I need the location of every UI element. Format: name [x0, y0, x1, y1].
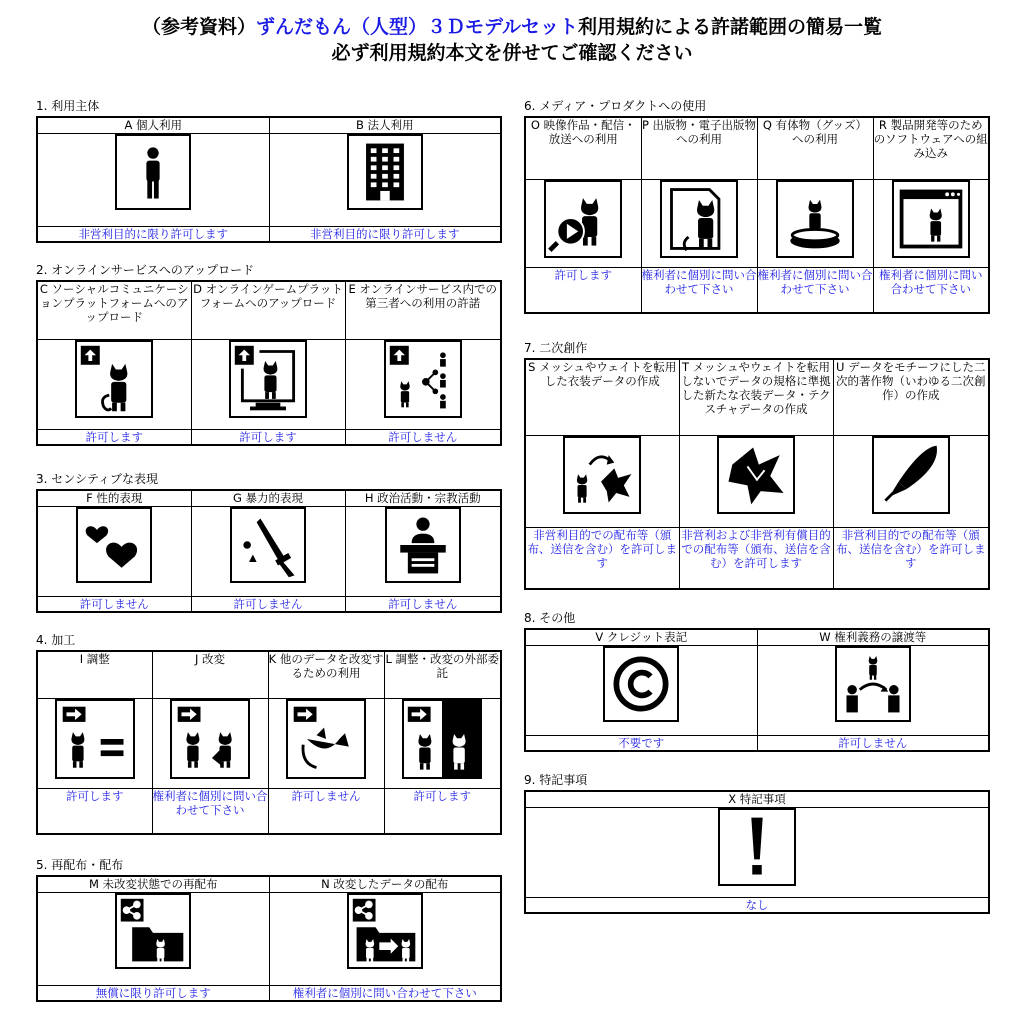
exclamation-icon: [718, 808, 796, 886]
title-product: ずんだもん（人型）３Ｄモデルセット: [255, 16, 579, 38]
copyright-icon: [603, 646, 679, 722]
outsource-icon: [402, 699, 482, 779]
item-result: 許可します: [384, 788, 501, 834]
item-result: 許可します: [37, 429, 191, 445]
item-label: I 調整: [37, 651, 152, 698]
software-icon: [892, 180, 970, 258]
item-result: 権利者に個別に問い合わせて下さい: [152, 788, 268, 834]
item-result: 非営利および非営利有償目的での配布等（頒布、送信を含む）を許可します: [679, 527, 833, 589]
person-icon: [115, 134, 191, 210]
item-result: 権利者に個別に問い合わせて下さい: [873, 267, 989, 313]
figure-icon: [776, 180, 854, 258]
item-result: 許可しません: [345, 596, 501, 612]
reuse-icon: [286, 699, 366, 779]
knife-icon: [230, 507, 306, 583]
license-table: [524, 116, 990, 314]
item-label: X 特記事項: [525, 791, 989, 807]
modify-icon: [170, 699, 250, 779]
section-title: 4. 加工: [36, 633, 76, 647]
item-label: C ソーシャルコミュニケーションプラットフォームへのアップロード: [37, 281, 191, 339]
share-folder-icon: [115, 893, 191, 969]
license-table: [524, 358, 990, 590]
section-sensitive-expression: [36, 471, 502, 613]
page-title: [0, 14, 1024, 66]
license-table: [36, 280, 502, 446]
item-label: E オンラインサービス内での第三者への利用の許諾: [345, 281, 501, 339]
item-result: 許可しません: [757, 735, 989, 751]
item-result: 権利者に個別に問い合わせて下さい: [269, 985, 501, 1001]
item-label: P 出版物・電子出版物への利用: [641, 117, 757, 179]
item-result: 許可しません: [268, 788, 384, 834]
title-notice: 必ず利用規約本文を併せてご確認ください: [331, 42, 693, 64]
item-result: 許可します: [37, 788, 152, 834]
hearts-icon: [76, 507, 152, 583]
item-result: 非営利目的での配布等（頒布、送信を含む）を許可します: [525, 527, 679, 589]
item-label: J 改変: [152, 651, 268, 698]
item-result: 許可しません: [345, 429, 501, 445]
license-table: [524, 628, 990, 752]
item-result: 許可しません: [191, 596, 345, 612]
section-title: 2. オンラインサービスへのアップロード: [36, 263, 255, 277]
item-label: N 改変したデータの配布: [269, 876, 501, 892]
costume-convert-icon: [563, 436, 641, 514]
section-derivative-works: [524, 340, 990, 590]
item-label: R 製品開発等のためのソフトウェアへの組み込み: [873, 117, 989, 179]
section-title: 5. 再配布・配布: [36, 858, 124, 872]
section-title: 6. メディア・プロダクトへの使用: [524, 99, 707, 113]
item-label: L 調整・改変の外部委託: [384, 651, 501, 698]
license-table: [36, 650, 502, 835]
upload-share-icon: [384, 340, 462, 418]
item-result: 非営利目的に限り許可します: [37, 226, 269, 242]
item-label: Q 有体物（グッズ）への利用: [757, 117, 873, 179]
building-icon: [347, 134, 423, 210]
section-redistribution: [36, 857, 502, 1002]
title-prefix: （参考資料）: [141, 16, 256, 38]
section-media-products: [524, 98, 990, 314]
podium-icon: [385, 507, 461, 583]
section-special-notes: [524, 772, 990, 914]
section-title: 9. 特記事項: [524, 773, 588, 787]
item-label: F 性的表現: [37, 490, 191, 506]
section-other: [524, 610, 990, 752]
upload-monitor-icon: [229, 340, 307, 418]
item-result: 権利者に個別に問い合わせて下さい: [641, 267, 757, 313]
section-title: 7. 二次創作: [524, 341, 588, 355]
section-title: 3. センシティブな表現: [36, 472, 159, 486]
publication-icon: [660, 180, 738, 258]
section-usage-subject: [36, 98, 502, 243]
item-result: 許可します: [525, 267, 641, 313]
item-label: B 法人利用: [269, 117, 501, 133]
item-result: 権利者に個別に問い合わせて下さい: [757, 267, 873, 313]
pen-icon: [872, 436, 950, 514]
transfer-icon: [835, 646, 911, 722]
item-label: T メッシュやウェイトを転用しないでデータの規格に準拠した新たな衣装データ・テクスチャデータの作成: [679, 359, 833, 435]
item-label: K 他のデータを改変するための利用: [268, 651, 384, 698]
costume-icon: [717, 436, 795, 514]
license-table: [36, 489, 502, 613]
item-label: V クレジット表記: [525, 629, 757, 645]
item-label: W 権利義務の譲渡等: [757, 629, 989, 645]
item-label: D オンラインゲームプラットフォームへのアップロード: [191, 281, 345, 339]
adjust-icon: [55, 699, 135, 779]
license-table: [524, 790, 990, 914]
item-result: 許可しません: [37, 596, 191, 612]
item-result: 許可します: [191, 429, 345, 445]
license-table: [36, 875, 502, 1002]
license-table: [36, 116, 502, 243]
item-label: G 暴力的表現: [191, 490, 345, 506]
item-label: H 政治活動・宗教活動: [345, 490, 501, 506]
section-title: 8. その他: [524, 611, 576, 625]
item-result: 非営利目的での配布等（頒布、送信を含む）を許可します: [833, 527, 989, 589]
item-label: M 未改変状態での再配布: [37, 876, 269, 892]
item-label: S メッシュやウェイトを転用した衣装データの作成: [525, 359, 679, 435]
item-label: A 個人利用: [37, 117, 269, 133]
item-result: 非営利目的に限り許可します: [269, 226, 501, 242]
section-processing: [36, 632, 502, 835]
title-suffix: 利用規約による許諾範囲の簡易一覧: [578, 16, 883, 38]
item-result: なし: [525, 897, 989, 913]
item-result: 不要です: [525, 735, 757, 751]
section-online-upload: [36, 262, 502, 446]
upload-icon: [75, 340, 153, 418]
share-modified-icon: [347, 893, 423, 969]
section-title: 1. 利用主体: [36, 99, 100, 113]
video-icon: [544, 180, 622, 258]
item-result: 無償に限り許可します: [37, 985, 269, 1001]
item-label: O 映像作品・配信・放送への利用: [525, 117, 641, 179]
item-label: U データをモチーフにした二次的著作物（いわゆる二次創作）の作成: [833, 359, 989, 435]
